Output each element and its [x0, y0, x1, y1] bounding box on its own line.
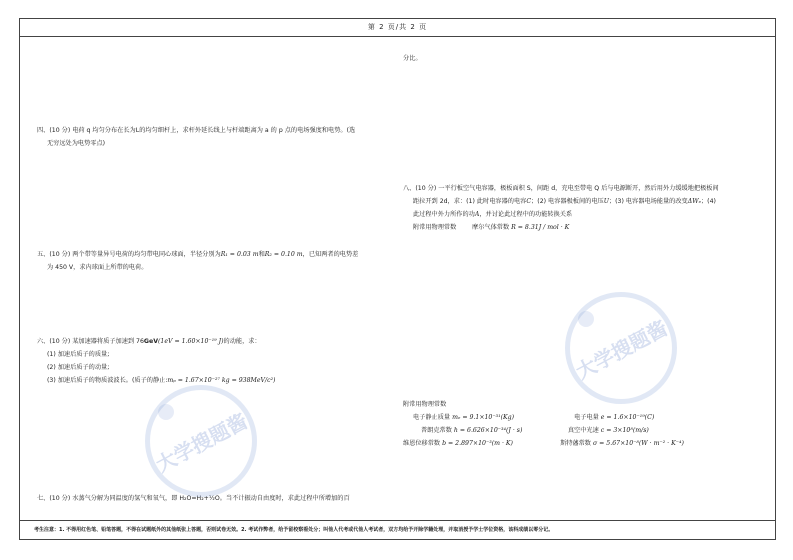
constants-row-3 [403, 437, 768, 450]
q8-l2-d: ；(4) [700, 198, 716, 205]
q7-text-a: 七、(10 分) 水蒸气分解为同温度的氢气和氧气，即 H₂O=H₂+ [37, 495, 209, 502]
const-planck-value: h = 6.626×10⁻³⁴(J · s) [453, 427, 523, 434]
q5-and: 和 [258, 251, 265, 258]
q6-ev-eq: (1eV = 1.60×10⁻¹⁹ J) [158, 338, 224, 345]
q8-l3-b: ，并讨论此过程中的功能转换关系 [479, 211, 573, 218]
const-planck-label: 普朗克常数 [421, 427, 452, 434]
q6-line1 [37, 335, 377, 348]
const-light-speed-label: 真空中光速 [567, 427, 599, 434]
watermark-logo-right [565, 292, 677, 404]
q6-item-2: (2) 加速后质子的动量; [47, 364, 110, 371]
q8-l2-b: ；(2) 电容器极板间的电压 [531, 198, 604, 205]
q8-u: U [603, 198, 609, 205]
q5-line2: 为 450 V，求内球面上所带的电荷。 [47, 264, 148, 271]
q7-continued-text: 分比。 [403, 55, 422, 62]
q8-a: A [474, 211, 480, 218]
q8-line4 [403, 221, 768, 234]
const-stefan-label: 斯特藩常数 [560, 440, 591, 447]
q4-line2: 无穷远处为电势零点) [47, 140, 106, 147]
q8-l3-a: 此过程中外力所作的功 [413, 211, 475, 218]
q4-line1: 四、(10 分) 电荷 q 均匀分布在长为L的均匀细杆上，求杆外延长线上与杆端距离为 a 的 p 点的电场强度和电势。(选 [37, 127, 356, 134]
const-electron-mass-label: 电子静止质量 [413, 414, 451, 421]
q5-text-a: 五、(10 分) 两个带等量异号电荷的均匀带电同心球面，半径分别为 [37, 251, 221, 258]
watermark-text: 大学搜题酱 [151, 408, 252, 477]
question-5 [37, 248, 377, 274]
question-6 [37, 335, 377, 387]
q8-c: C [526, 198, 532, 205]
q5-r1: R₁ = 0.03 m [220, 251, 259, 258]
q5-text-b: ，已知两者的电势差 [302, 251, 359, 258]
constants-row-1 [403, 411, 768, 424]
const-electron-charge-value: e = 1.6×10⁻¹⁹(C) [600, 414, 655, 421]
q5-r2: R₂ = 0.10 m [264, 251, 303, 258]
watermark-logo-left [145, 385, 257, 497]
question-7-continued [403, 52, 763, 65]
q8-line1: 八、(10 分) 一平行板空气电容器，极板面积 S，间距 d，充电至带电 Q 后与电源断开，然后用外力缓缓地把极板间 [403, 185, 719, 192]
q6-item-1: (1) 加速后质子的质量; [47, 351, 110, 358]
watermark-text: 大学搜题酱 [571, 315, 672, 384]
q8-gas-constant: R = 8.31J / mol · K [511, 224, 570, 231]
q6-item-3-text: (3) 加速后质子的物质波波长。(质子的静止: [47, 377, 168, 384]
q8-line2 [403, 195, 768, 208]
const-stefan-value: σ = 5.67×10⁻⁸(W · m⁻² · K⁻⁴) [592, 440, 684, 447]
const-electron-charge-label: 电子电量 [574, 414, 599, 421]
q8-l4-a: 附常用物理常数 摩尔气体常数 [413, 224, 510, 231]
q8-line3 [403, 208, 768, 221]
q8-l2-c: ；(3) 电容器电场能量的改变 [608, 198, 688, 205]
q7-text-b: O。当不计振动自由度时，求此过程中所增加的百 [214, 495, 350, 502]
const-wien-value: b = 2.897×10⁻³(m · K) [442, 440, 513, 447]
const-wien-label: 维恩位移常数 [403, 440, 441, 447]
watermark-bulb-icon [578, 311, 594, 327]
page-header: 第 2 页/共 2 页 [20, 19, 775, 37]
q6-text-a: 六、(10 分) 某加速器将质子加速到 76 [37, 338, 144, 345]
const-electron-mass-value: mₑ = 9.1×10⁻³¹(Kg) [452, 414, 515, 421]
q7-fraction: ½ [208, 495, 215, 502]
constants-table [403, 398, 768, 450]
const-light-speed-value: c = 3×10⁸(m/s) [600, 427, 649, 434]
q8-l2-a: 距拉开到 2d，求：(1) 此时电容器的电容 [413, 198, 527, 205]
q6-gev: GeV [143, 338, 158, 345]
q8-dwe: ΔWₑ [687, 198, 701, 205]
watermark-bulb-icon [158, 404, 174, 420]
q5-line1 [37, 248, 377, 261]
constants-title: 附常用物理常数 [403, 401, 447, 408]
footer-note: 考生注意：1. 不得用红色笔、铅笔答题，不得在试题纸外的其他纸张上答题，否则试卷无效。2. 考试作弊者，给予留校察看处分；叫他人代考或代他人考试者，双方均给予开除学籍处理，并取消授予学士学位资格，该科成绩以零分记。 [20, 520, 775, 539]
exam-sheet [19, 18, 776, 540]
question-8 [403, 182, 768, 234]
question-4 [37, 124, 377, 150]
constants-row-2 [403, 424, 768, 437]
q6-text-b: 的动能，求： [223, 338, 261, 345]
q6-item-3-eq: mₚ = 1.67×10⁻²⁷ kg = 938MeV/c²) [167, 377, 276, 384]
